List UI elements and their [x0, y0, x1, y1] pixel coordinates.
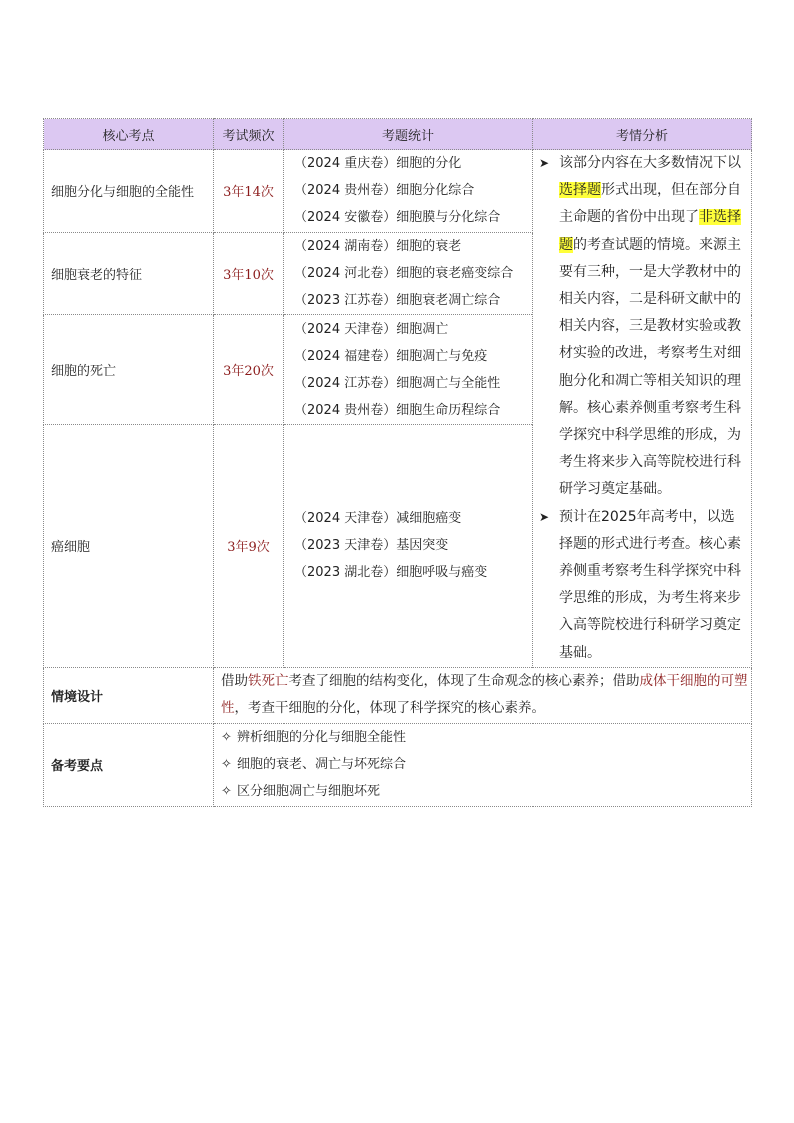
frequency-cell: 3年9次: [214, 425, 284, 668]
frequency-cell: 3年14次: [214, 150, 284, 233]
highlight-red-text: 成体干细胞的可塑性: [221, 673, 748, 717]
frequency-cell: 3年10次: [214, 232, 284, 315]
exam-item: （2024 贵州卷）细胞生命历程综合: [294, 402, 501, 418]
statistics-cell: [284, 425, 533, 668]
diamond-bullet-icon: ✧: [221, 784, 232, 800]
exam-item: （2024 河北卷）细胞的衰老癌变综合: [294, 265, 514, 281]
situation-label: 情境设计: [44, 667, 214, 723]
situation-content: 借助铁死亡考查了细胞的结构变化，体现了生命观念的核心素养；借助成体干细胞的可塑性，考查干细胞的分化，体现了科学探究的核心素养。: [214, 667, 752, 723]
statistics-cell: [284, 315, 533, 425]
prep-item: ✧ 区分细胞凋亡与细胞坏死: [221, 778, 751, 805]
prep-item: ✧ 细胞的衰老、凋亡与坏死综合: [221, 751, 751, 778]
exam-item: （2024 天津卷）减细胞癌变: [294, 511, 462, 527]
exam-item: （2024 重庆卷）细胞的分化: [294, 156, 462, 172]
header-row: [44, 119, 752, 150]
topic-cell: 细胞的死亡: [44, 315, 214, 425]
exam-item: （2023 江苏卷）细胞衰老凋亡综合: [294, 292, 501, 308]
exam-item: （2024 天津卷）细胞凋亡: [294, 321, 449, 337]
exam-item: （2024 湖南卷）细胞的衰老: [294, 238, 462, 254]
exam-item: （2023 天津卷）基因突变: [294, 538, 449, 554]
topic-cell: 细胞衰老的特征: [44, 232, 214, 315]
highlight-text: 非选择题: [559, 209, 741, 253]
header-statistics: 考题统计: [284, 119, 533, 150]
diamond-bullet-icon: ✧: [221, 730, 232, 746]
exam-item: （2024 贵州卷）细胞分化综合: [294, 183, 475, 199]
prep-label: 备考要点: [44, 723, 214, 806]
prep-content: [214, 723, 752, 806]
frequency-cell: 3年20次: [214, 315, 284, 425]
exam-item: （2024 江苏卷）细胞凋亡与全能性: [294, 375, 501, 391]
analysis-cell: [533, 150, 752, 668]
header-topic: 核心考点: [44, 119, 214, 150]
header-frequency: 考试频次: [214, 119, 284, 150]
analysis-paragraph-2: ➤ 预计在2025年高考中，以选择题的形式进行考查。核心素养侧重考察考生科学探究中科学思维的形成，为考生将来步入高等院校进行科研学习奠定基础。: [539, 504, 745, 667]
header-analysis: 考情分析: [533, 119, 752, 150]
statistics-cell: [284, 232, 533, 315]
table-row: [44, 150, 752, 233]
highlight-red-text: 铁死亡: [248, 673, 289, 690]
arrow-bullet-icon: ➤: [539, 156, 550, 170]
situation-row: [44, 667, 752, 723]
prep-row: [44, 723, 752, 806]
diamond-bullet-icon: ✧: [221, 757, 232, 773]
topic-cell: 癌细胞: [44, 425, 214, 668]
highlight-text: 选择题: [559, 182, 601, 199]
analysis-paragraph-1: ➤ 该部分内容在大多数情况下以选择题形式出现，但在部分自主命题的省份中出现了非选择题的考查试题的情境。来源主要有三种，一是大学教材中的相关内容，二是科研文献中的相关内容，三是教材实验或教材实验的改进，考察考生对细胞分化和凋亡等相关知识的理解。核心素养侧重考察考生科学探究中科学思维的形成，为考生将来步入高等院校进行科研学习奠定基础。: [539, 150, 745, 504]
exam-item: （2023 湖北卷）细胞呼吸与癌变: [294, 565, 488, 581]
topic-cell: 细胞分化与细胞的全能性: [44, 150, 214, 233]
exam-item: （2024 福建卷）细胞凋亡与免疫: [294, 348, 488, 364]
arrow-bullet-icon: ➤: [539, 509, 550, 524]
prep-item: ✧ 辨析细胞的分化与细胞全能性: [221, 724, 751, 751]
statistics-cell: [284, 150, 533, 233]
exam-analysis-table: [43, 118, 752, 807]
exam-item: （2024 安徽卷）细胞膜与分化综合: [294, 210, 501, 226]
